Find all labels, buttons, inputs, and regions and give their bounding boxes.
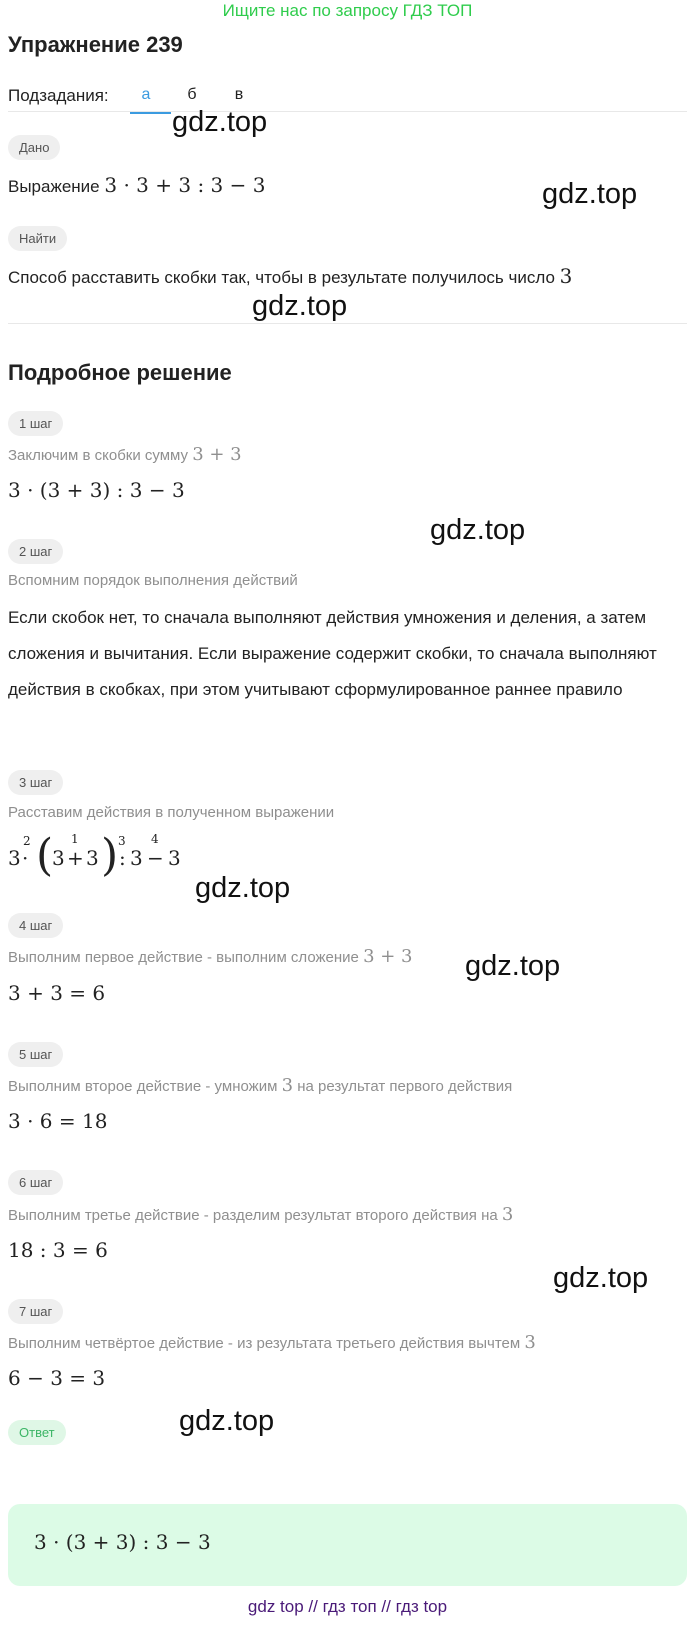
step-2-badge: 2 шаг bbox=[8, 539, 63, 564]
footer-links[interactable]: gdz top // гдз топ // гдз top bbox=[247, 1597, 448, 1616]
step-5-badge: 5 шаг bbox=[8, 1042, 63, 1067]
find-text: Способ расставить скобки так, чтобы в результате получилось число 3 bbox=[8, 264, 573, 288]
tab-b[interactable]: б bbox=[187, 86, 197, 103]
step-1-caption: Заключим в скобки сумму 3 + 3 bbox=[8, 444, 242, 465]
subtasks-label: Подзадания: bbox=[8, 86, 109, 105]
step-4-formula: 3 + 3 = 6 bbox=[8, 981, 106, 1005]
watermark: gdz.top bbox=[172, 106, 268, 138]
step-4-caption: Выполним первое действие - выполним сложение 3 + 3 bbox=[8, 946, 413, 967]
step-3-badge: 3 шаг bbox=[8, 770, 63, 795]
watermark: gdz.top bbox=[252, 290, 348, 322]
step-2-caption: Вспомним порядок выполнения действий bbox=[8, 572, 298, 589]
answer-formula: 3 · (3 + 3) : 3 − 3 bbox=[34, 1530, 211, 1554]
order-mark-3: 3 bbox=[118, 834, 126, 848]
step-4-badge: 4 шаг bbox=[8, 913, 63, 938]
given-badge: Дано bbox=[8, 135, 60, 160]
step-5-caption: Выполним второе действие - умножим 3 на результат первого действия bbox=[8, 1075, 513, 1096]
step-3-formula: 3 · 2 ( 3 + 1 3 ) : 3 3 − 4 3 bbox=[8, 830, 181, 881]
order-mark-4: 4 bbox=[151, 832, 159, 846]
step-6-formula: 18 : 3 = 6 bbox=[8, 1238, 108, 1262]
order-mark-1: 1 bbox=[71, 832, 79, 846]
order-mark-2: 2 bbox=[23, 834, 31, 848]
given-expression: 3 · 3 + 3 : 3 − 3 bbox=[104, 173, 266, 197]
watermark: gdz.top bbox=[542, 178, 638, 210]
answer-badge: Ответ bbox=[8, 1420, 66, 1445]
step-7-caption: Выполним четвёртое действие - из результата третьего действия вычтем 3 bbox=[8, 1332, 536, 1353]
given-text: Выражение 3 · 3 + 3 : 3 − 3 bbox=[8, 173, 266, 197]
step-5-formula: 3 · 6 = 18 bbox=[8, 1109, 108, 1133]
page-title: Упражнение 239 bbox=[8, 32, 183, 57]
top-banner: Ищите нас по запросу ГДЗ ТОП bbox=[222, 1, 473, 20]
step-3-caption: Расставим действия в полученном выражении bbox=[8, 804, 335, 821]
step-1-formula: 3 · (3 + 3) : 3 − 3 bbox=[8, 478, 185, 502]
watermark: gdz.top bbox=[430, 514, 526, 546]
find-number: 3 bbox=[559, 264, 573, 288]
step-7-formula: 6 − 3 = 3 bbox=[8, 1366, 106, 1390]
watermark: gdz.top bbox=[553, 1262, 649, 1294]
tab-v[interactable]: в bbox=[234, 86, 244, 103]
step-1-badge: 1 шаг bbox=[8, 411, 63, 436]
solution-title: Подробное решение bbox=[8, 360, 232, 385]
tabs-divider bbox=[8, 111, 687, 112]
step-2-paragraph: Если скобок нет, то сначала выполняют действия умножения и деления, а затем сложения и вычитания. Если выражение содержит скобки, то сначала выполняют действия в скобках, при этом учитывают сформулированное раннее правило bbox=[8, 608, 657, 699]
step-6-caption: Выполним третье действие - разделим результат второго действия на 3 bbox=[8, 1204, 514, 1225]
step-6-badge: 6 шаг bbox=[8, 1170, 63, 1195]
watermark: gdz.top bbox=[195, 872, 291, 904]
given-divider bbox=[8, 323, 687, 324]
active-tab-indicator bbox=[130, 112, 171, 114]
step-7-badge: 7 шаг bbox=[8, 1299, 63, 1324]
watermark: gdz.top bbox=[465, 950, 561, 982]
find-badge: Найти bbox=[8, 226, 67, 251]
tab-a[interactable]: а bbox=[141, 86, 151, 103]
watermark: gdz.top bbox=[179, 1405, 275, 1437]
